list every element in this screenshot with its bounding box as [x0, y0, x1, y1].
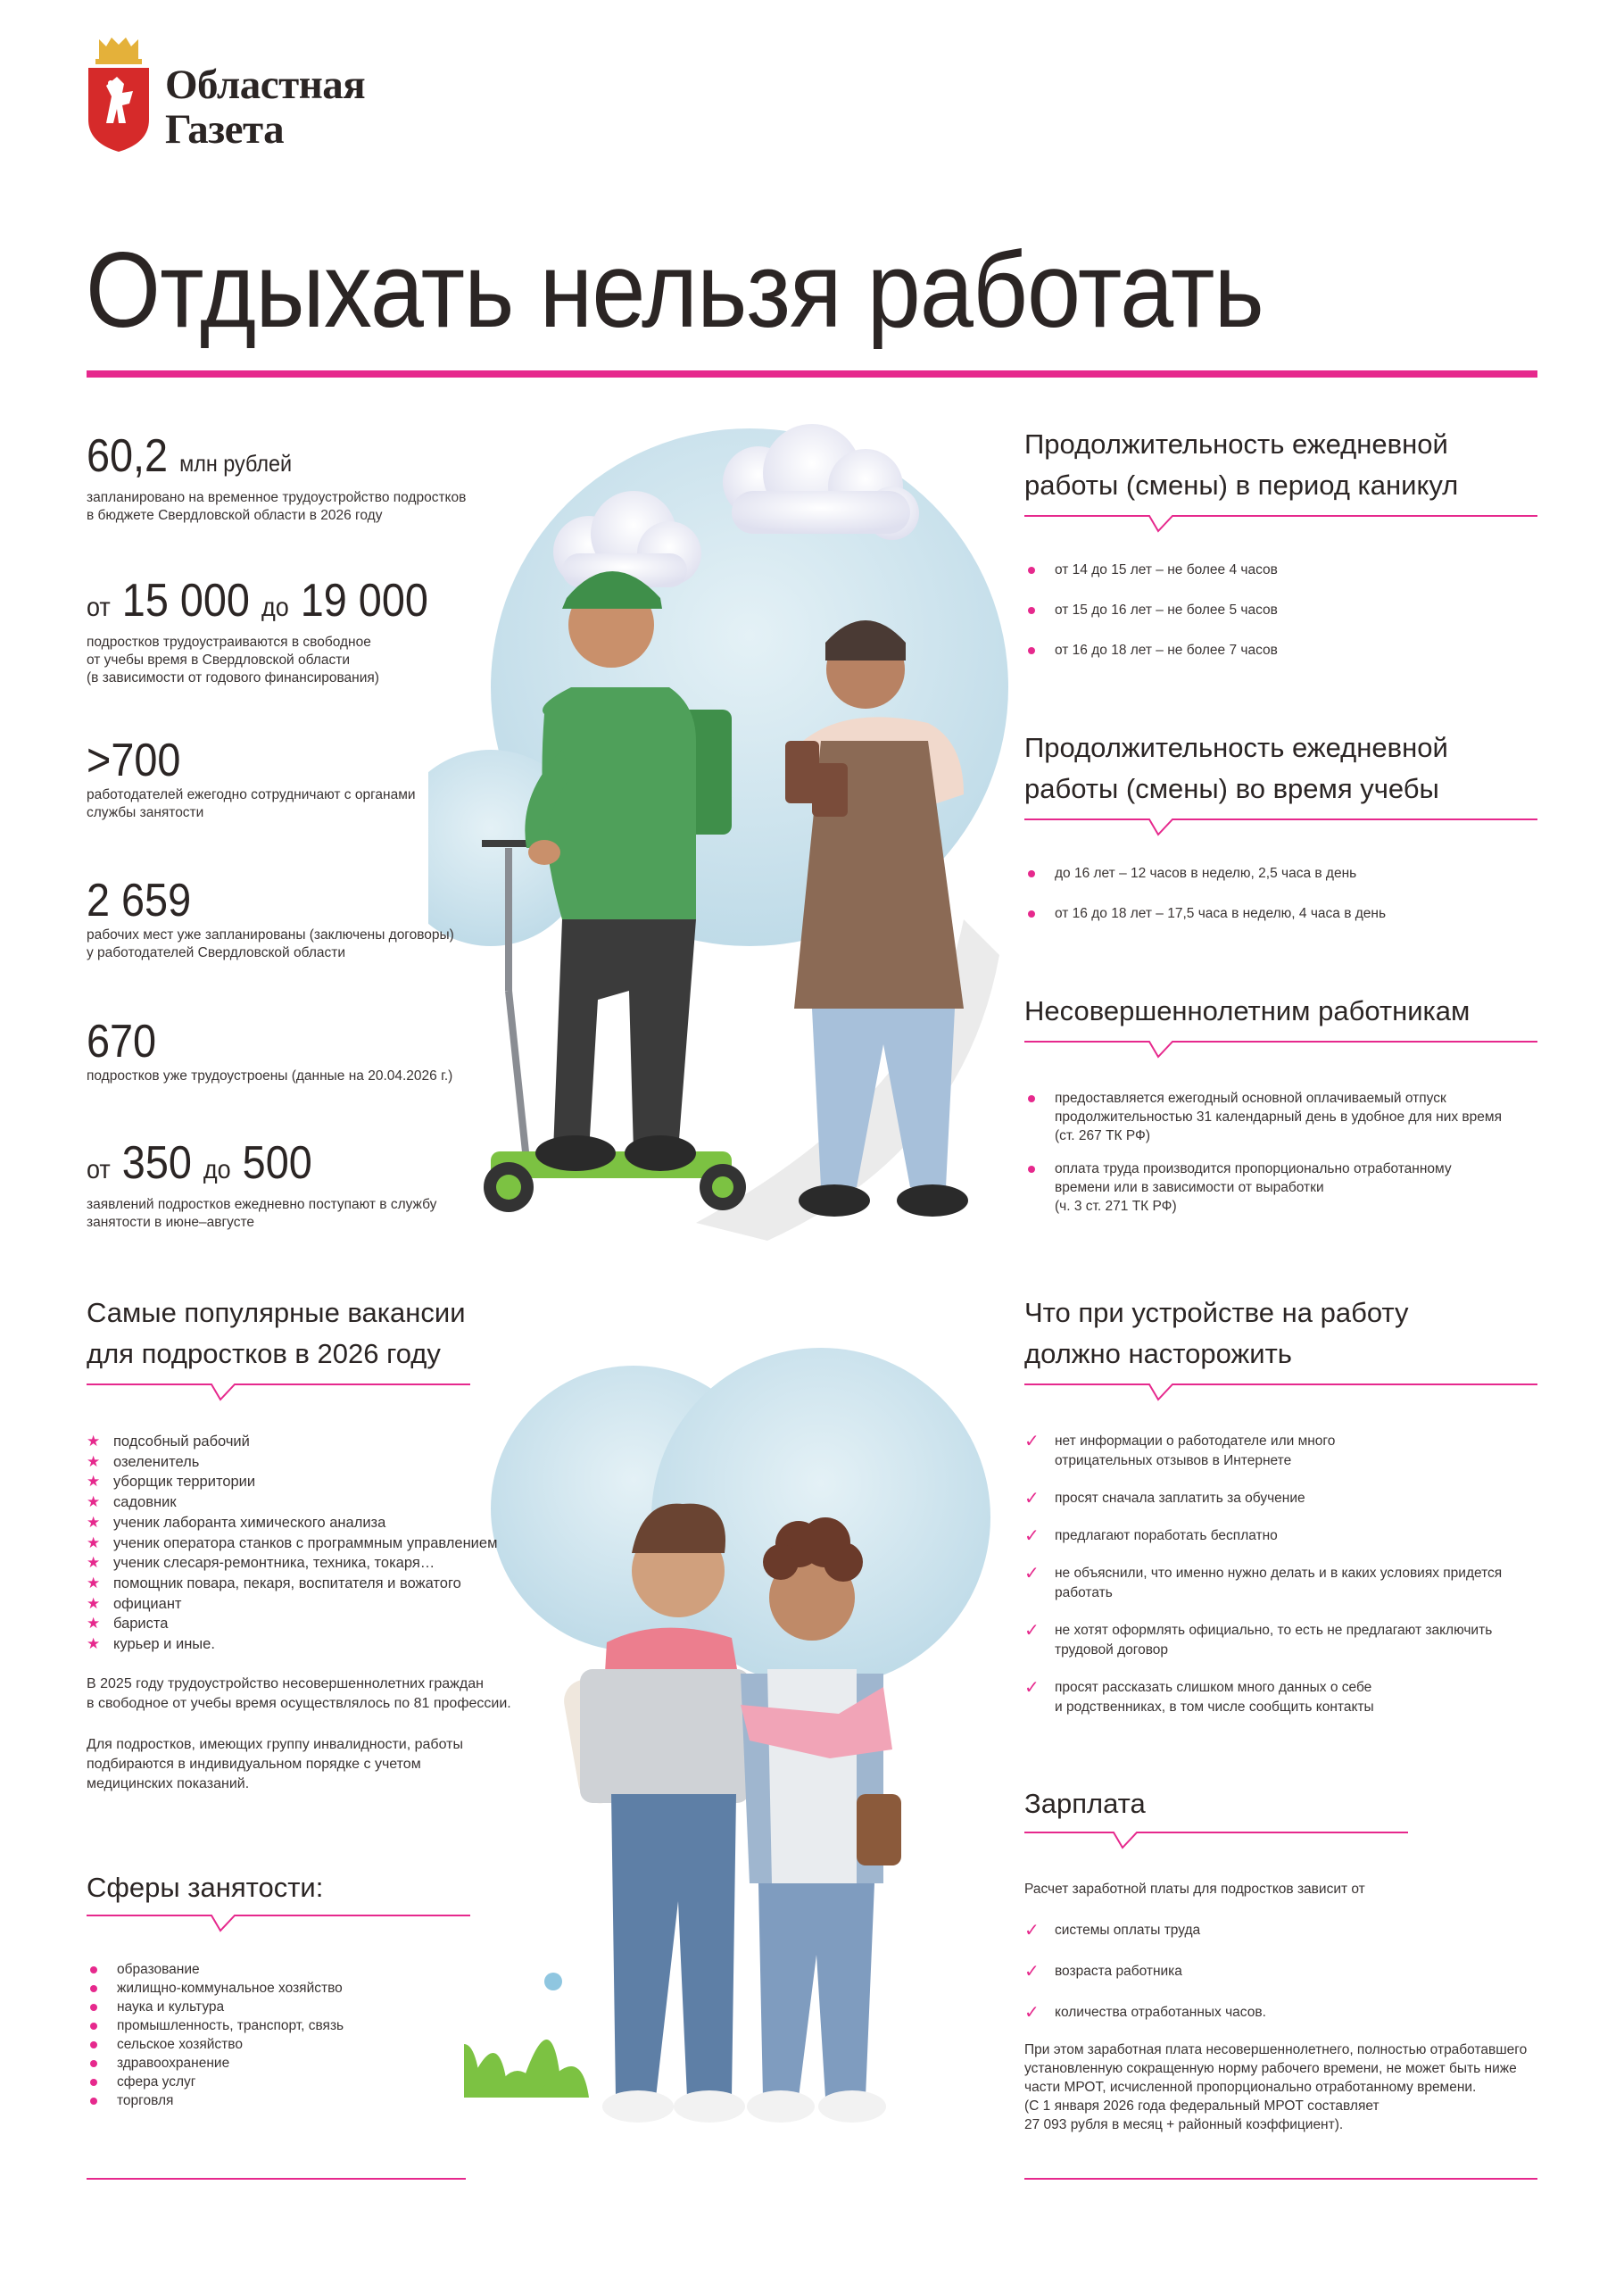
star-icon: ★	[87, 1594, 101, 1612]
list-item: ✓ не объяснили, что именно нужно делать и в каких условиях придется работать	[1024, 1564, 1503, 1600]
stat-employers	[87, 736, 497, 822]
stat-teens-value2: 19 000	[300, 575, 428, 627]
stat-jobs	[87, 877, 497, 962]
check-icon: ✓	[1024, 1432, 1040, 1451]
stat-applications-prefix: от	[87, 1155, 111, 1184]
salary-bottom-rule	[1024, 2178, 1537, 2180]
stat-applications-value: 350	[121, 1137, 192, 1189]
list-item: ★ помощник повара, пекаря, воспитателя и вожатого	[87, 1574, 551, 1594]
title-divider	[87, 370, 1537, 378]
check-icon: ✓	[1024, 1526, 1040, 1546]
spheres-title: Сферы занятости:	[87, 1872, 324, 1903]
list-item: ★ курьер и иные.	[87, 1634, 551, 1655]
list-item: ★ ученик слесаря-ремонтника, техника, токаря…	[87, 1553, 551, 1574]
minors-divider	[1024, 1039, 1537, 1059]
list-item: ★ садовник	[87, 1492, 551, 1513]
stat-budget	[87, 432, 497, 525]
list-item: ★ бариста	[87, 1614, 551, 1634]
check-icon: ✓	[1024, 1962, 1040, 1982]
stat-budget-value: 60,2	[87, 430, 169, 482]
stat-jobs-desc: рабочих мест уже запланированы (заключены договоры) у работодателей Свердловской области	[87, 927, 454, 960]
list-item: от 15 до 16 лет – не более 5 часов	[1024, 601, 1524, 619]
workers-illustration	[428, 420, 1035, 1259]
stat-budget-unit: млн рублей	[179, 450, 293, 477]
study-list	[1024, 864, 1524, 923]
spheres-list	[87, 1960, 479, 2110]
logo-text	[165, 62, 365, 152]
star-icon: ★	[87, 1473, 101, 1491]
list-item: ★ озеленитель	[87, 1452, 551, 1473]
stat-applications-mid: до	[203, 1155, 231, 1184]
star-icon: ★	[87, 1635, 101, 1653]
list-item: сельское хозяйство	[87, 2035, 479, 2054]
list-item: образование	[87, 1960, 479, 1979]
stat-applications-value2: 500	[242, 1137, 312, 1189]
list-item: ✓ просят сначала заплатить за обучение	[1024, 1489, 1305, 1508]
popular-list	[87, 1432, 551, 1655]
salary-note: При этом заработная плата несовершеннолетнего, полностью отработавшего установленную сокращенную норму рабочего времени, не может быть ниже части МРОТ, исчисленной пропорционально отработанному времени. (С 1 января 2026 года федеральный МРОТ составляет 27 093 рубля в месяц + районный коэффициент).	[1024, 2042, 1528, 2132]
salary-intro: Расчет заработной платы для подростков зависит от	[1024, 1882, 1365, 1897]
warning-title: Что при устройстве на работу должно насторожить	[1024, 1297, 1409, 1369]
check-icon: ✓	[1024, 2003, 1040, 2023]
list-item: ✓ предлагают поработать бесплатно	[1024, 1526, 1278, 1546]
vacation-list	[1024, 561, 1524, 660]
list-item: ✓ возраста работника	[1024, 1962, 1182, 1982]
list-item: здравоохранение	[87, 2054, 479, 2073]
stat-employed-value: 670	[87, 1016, 157, 1068]
list-item: ★ подсобный рабочий	[87, 1432, 551, 1452]
list-item: ★ уборщик территории	[87, 1472, 551, 1492]
list-item: ✓ нет информации о работодателе или много отрицательных отзывов в Интернете	[1024, 1432, 1336, 1468]
stat-employed	[87, 1018, 497, 1085]
stat-teens-value: 15 000	[121, 575, 250, 627]
logo-line-2: Газета	[165, 106, 285, 153]
list-item: ✓ количества отработанных часов.	[1024, 2003, 1266, 2023]
stat-budget-desc: запланировано на временное трудоустройство подростков в бюджете Свердловской области в 2026 году	[87, 490, 467, 523]
study-title: Продолжительность ежедневной работы (смены) во время учебы	[1024, 732, 1448, 804]
vacation-title: Продолжительность ежедневной работы (смены) в период каникул	[1024, 428, 1459, 501]
star-icon: ★	[87, 1493, 101, 1511]
check-icon: ✓	[1024, 1489, 1040, 1508]
stat-applications	[87, 1139, 497, 1232]
stat-teens-mid: до	[261, 593, 289, 622]
list-item: от 16 до 18 лет – 17,5 часа в неделю, 4 часа в день	[1024, 904, 1524, 923]
warning-list	[1024, 1432, 1533, 1717]
list-item: ✓ системы оплаты труда	[1024, 1921, 1201, 1940]
stat-jobs-value: 2 659	[87, 875, 192, 926]
popular-note-professions: В 2025 году трудоустройство несовершеннолетних граждан в свободное от учебы время осуществлялось по 81 профессии.	[87, 1676, 511, 1711]
star-icon: ★	[87, 1533, 101, 1551]
popular-divider	[87, 1382, 470, 1401]
list-item: торговля	[87, 2091, 479, 2110]
list-item: промышленность, транспорт, связь	[87, 2016, 479, 2035]
star-icon: ★	[87, 1433, 101, 1450]
stat-employers-value: >700	[87, 735, 181, 786]
stat-employed-desc: подростков уже трудоустроены (данные на 20.04.2026 г.)	[87, 1068, 453, 1084]
list-item: ✓ просят рассказать слишком много данных о себе и родственниках, в том числе сообщить контакты	[1024, 1678, 1374, 1715]
logo	[87, 34, 408, 154]
stat-applications-desc: заявлений подростков ежедневно поступают в службу занятости в июне–августе	[87, 1197, 437, 1230]
coat-of-arms-icon	[87, 34, 151, 154]
list-item: ✓ не хотят оформлять официально, то есть не предлагают заключить трудовой договор	[1024, 1621, 1493, 1658]
list-item: до 16 лет – 12 часов в неделю, 2,5 часа в день	[1024, 864, 1524, 883]
list-item: от 16 до 18 лет – не более 7 часов	[1024, 641, 1524, 660]
popular-note-disability: Для подростков, имеющих группу инвалидности, работы подбираются в индивидуальном порядке с учетом медицинских показаний.	[87, 1737, 463, 1791]
minors-list	[1024, 1089, 1533, 1216]
salary-divider	[1024, 1830, 1408, 1849]
list-item: жилищно-коммунальное хозяйство	[87, 1979, 479, 1998]
list-item: предоставляется ежегодный основной оплачиваемый отпуск продолжительностью 31 календарный день в удобное для них время (ст. 267 ТК РФ)	[1024, 1089, 1533, 1145]
stat-teens-prefix: от	[87, 593, 111, 622]
star-icon: ★	[87, 1452, 101, 1470]
star-icon: ★	[87, 1574, 101, 1591]
star-icon: ★	[87, 1615, 101, 1633]
vacation-divider	[1024, 513, 1537, 533]
check-icon: ✓	[1024, 1564, 1040, 1583]
study-divider	[1024, 817, 1537, 836]
list-item: оплата труда производится пропорционально отработанному времени или в зависимости от выработки (ч. 3 ст. 271 ТК РФ)	[1024, 1159, 1533, 1216]
list-item: ★ ученик оператора станков с программным управлением	[87, 1533, 551, 1554]
page-title: Отдыхать нельзя работать	[86, 230, 1264, 350]
stat-teens-desc: подростков трудоустраиваются в свободное от учебы время в Свердловской области (в зависимости от годового финансирования)	[87, 635, 379, 686]
star-icon: ★	[87, 1554, 101, 1572]
stat-employers-desc: работодателей ежегодно сотрудничают с органами службы занятости	[87, 787, 416, 820]
logo-line-1: Областная	[165, 62, 366, 108]
list-item: наука и культура	[87, 1998, 479, 2016]
check-icon: ✓	[1024, 1621, 1040, 1641]
spheres-divider	[87, 1913, 470, 1932]
popular-title: Самые популярные вакансии для подростков в 2026 году	[87, 1297, 466, 1369]
grass-plants	[464, 1973, 589, 2098]
list-item: ★ ученик лаборанта химического анализа	[87, 1513, 551, 1533]
spheres-bottom-rule	[87, 2178, 466, 2180]
list-item: от 14 до 15 лет – не более 4 часов	[1024, 561, 1524, 579]
star-icon: ★	[87, 1513, 101, 1531]
stat-teens	[87, 577, 497, 687]
minors-title: Несовершеннолетним работникам	[1024, 995, 1471, 1026]
salary-title: Зарплата	[1024, 1788, 1146, 1819]
salary-list	[1024, 1921, 1533, 2023]
check-icon: ✓	[1024, 1678, 1040, 1698]
check-icon: ✓	[1024, 1921, 1040, 1940]
list-item: сфера услуг	[87, 2073, 479, 2091]
warning-divider	[1024, 1382, 1537, 1401]
list-item: ★ официант	[87, 1594, 551, 1615]
